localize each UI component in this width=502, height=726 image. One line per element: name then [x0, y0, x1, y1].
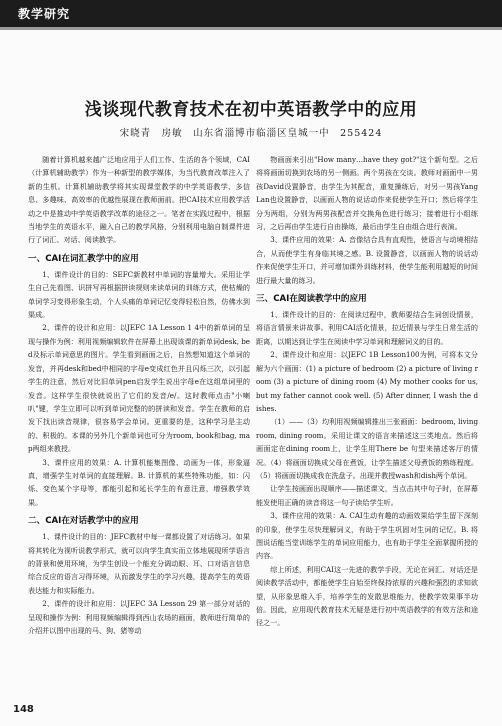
- article-authors: 宋晓青 房敏 山东省淄博市临淄区皇城一中 255424: [119, 128, 383, 139]
- header-rule: [0, 27, 502, 30]
- left-column: [28, 153, 250, 637]
- conclusion-paragraph: 综上所述，利用CAI这一先进的教学手段，无论在词汇、对话还是阅读教学活动中，都能使学生自始至终保持浓厚的兴趣和强烈的求知欲望，从形象思维入手，培养学生的发散思维能力，使教学效果事半功倍。因此，应用现代教育技术无疑是进行初中英语教学的有效方法和途径之一。: [256, 564, 478, 628]
- paragraph: 3、课件应用的效果：A. CAI生动有趣的动画效果给学生留下深刻的印象，使学生尽快理解词义，有助于学生巩固对生词的记忆。B. 将图说话能当堂训练学生的单词应用能力，也有助于学生全面掌握所授的内容。: [256, 511, 478, 561]
- paragraph: 1、课件设计的目的：SEFC新教材中单词的容量增大。采用让学生自己先看图、识拼写再根据拼读规则来读单词的训练方式，使枯燥的单词学习变得形象生动，个人头痛的单词记忆变得轻松自然，仿佛水到渠成。: [28, 269, 250, 320]
- article-title: 浅谈现代教育技术在初中英语教学中的应用: [84, 100, 418, 120]
- paragraph: 物画面来引出"How many…have they got?"这个新句型。之后将将画面切换到农场的另一侧画。两个男孩在交谈。教师对画面中一男孩David设置静音，由学生为其配音，重复操练后，对另一男孩Yang Lan也设置静音，以画面人物的说话动作来促使学生开口；然后将学生分为两组，分别为两男孩配音并交换角色进行练习；接着进行小组练习，之后再由学生进行自由操练，最后由学生自由组合进行表演。: [256, 155, 478, 232]
- right-column: [256, 153, 478, 630]
- paragraph: 2、课件设计和应用：以JEFC 1B Lesson100为例，可将本文分解为六个画面：(1) a picture of bedroom (2) a picture of living room (3) a picture of dining room (4) My mother cooks for us, but my father cannot cook well. (5) After dinner, I wash the dishes.: [256, 350, 478, 413]
- section-heading-vocabulary: 一、CAI在词汇教学中的应用: [28, 253, 139, 264]
- paragraph: 2、课件的设计和应用：以JEFC 1A Lesson 1 4中的新单词的呈现与操作为例：利用视频编辑软件在屏幕上出现该课的新单词desk, bed及标示单词意思的图片。学生看到画面之后，自然想知道这个单词的发音，并再desk和bed中相同的字母e变成红色并且闪烁三次，以引起学生的注意，然后对比旧单词pen启发学生说出字母e在这组单词里的发音。这样学生很快就说出了它们的发音/e/。这时教师点击"小喇叭"键，学生立即可以听到单词完整的的拼读和发音。学生在教师的启发下找出读音规律，很容易学会单词。更重要的是，这种学习是主动的、积极的。本课的另外几个新单词也可分为room, book和bag, map两组来教授。: [28, 323, 250, 454]
- section-heading-reading: 三、CAI在阅读教学中的应用: [256, 294, 367, 305]
- page-number: 148: [13, 704, 34, 715]
- paragraph: 1、课件设计的目的：JEFC教材中每一课都设置了对话练习。如果将其转化为视听说教学形式，就可以向学生真实而立体地展现所学语言的背景和使用环境，为学生创设一个能充分调动眼、耳、口对语言信息综合反应的语言习得环境，从而激发学生的学习兴趣，提高学生的英语表达能力和实际能力。: [28, 532, 250, 595]
- section-header-band: [0, 0, 502, 27]
- section-heading-dialogue: 二、CAI在对话教学中的应用: [28, 516, 139, 527]
- section-label: 教学研究: [18, 7, 71, 21]
- paragraph: 3、课件应用的效果：A. 音像结合具有直观性，使语言与动境相结合，从而使学生有身临其境之感。B. 设置静音，以画面人物的说话动作来促使学生开口，并可增加课外训练材料，使学生能利用越短的时间进行最大量的练习。: [256, 235, 478, 285]
- paragraph: 1、课件设计的目的：在阅读过程中，教师要结合生词创设情景，将语言情景来讲故事。利用CAI活化情景，拉近情景与学生日常生活的距离，以期达到让学生在阅读中学习单词和理解词义的目的。: [256, 310, 478, 346]
- paragraph: 3、课件应用的效果：A. 计算机能集图像、动画为一体，形象逼真，增强学生对单词的直接理解。B. 计算机的某些特殊功能，如：闪烁、变色某个字母等，都能引起和延长学生的有意注意，增强教学效果。: [28, 457, 250, 507]
- paragraph: 2、课件的设计和应用：以JEFC 3A Lesson 29 第一部分对话的呈现和操作为例：利用视频编辑得到西山农场的画面，教师进行简单的介绍并以图中出现的马、狗、猪等动: [28, 599, 250, 635]
- intro-paragraph: 随着计算机越来越广泛地应用于人们工作、生活的各个领域，CAI（计算机辅助教学）作为一种新型的教学媒体，为当代教育改革注入了新的生机。计算机辅助教学将其实现课堂教学的中学英语教学、多信息、多趣味、高效率的优越性展现在教师面前。把CAI技术应用教学活动之中是推动中学英语教学改革的途径之一。笔者在实践过程中，根据当地学生的英语水平，融入自己的教学风格，分别利用电脑自制课件进行了词汇、对话、阅读教学。: [28, 155, 250, 245]
- paragraph: （1）——（3）均利用视频编辑推出三张画面：bedroom, living room, dining room。采用让课文的语言来描述这三类地点。然后将画面定在dining room上，让学生用There be 句型来描述客厅的情况。（4）将画面切换成父母在煮饭，让学生描述父母煮饭的熟练程度。（5）将画面切换成我在洗盘子。出现并教授wash和dish两个单词。: [256, 417, 478, 480]
- paragraph: 让学生按画面出现顺序——描述课文，当点击其中句子时，在屏幕能发使用正确的读音将这一句子读给学生听。: [256, 484, 478, 507]
